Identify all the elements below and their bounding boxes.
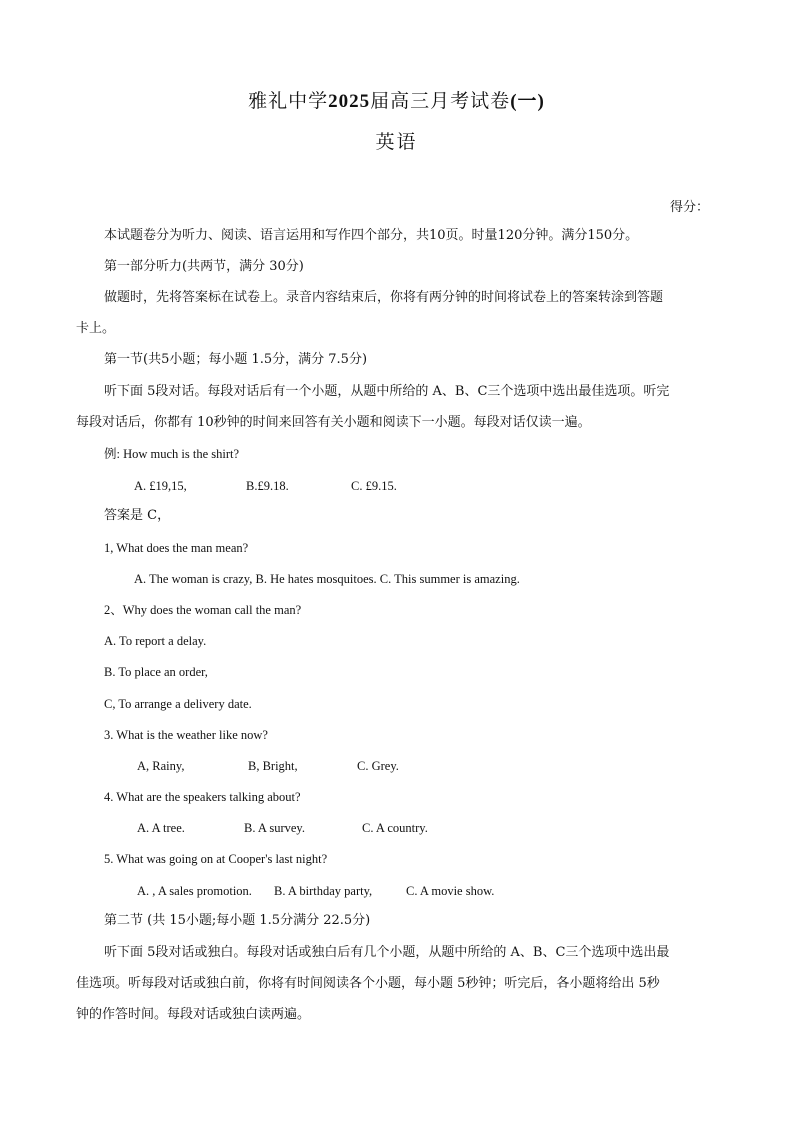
- intro-text: 本试题卷分为听力、阅读、语言运用和写作四个部分，共10页。时量120分钟。满分150分。: [104, 228, 639, 243]
- part1-heading: 第一部分听力(共两节，满分 30分): [104, 259, 304, 274]
- question-3: 3. What is the weather like now?: [104, 728, 268, 742]
- question-3-option-b: B, Bright,: [248, 759, 298, 773]
- question-5-option-a: A. , A sales promotion.: [137, 884, 252, 898]
- score-label: 得分：: [669, 200, 709, 215]
- question-2-option-c: C, To arrange a delivery date.: [104, 697, 252, 711]
- part1-instruction-line2: 卡上。: [76, 321, 116, 336]
- question-2-option-b: B. To place an order,: [104, 665, 208, 679]
- example-answer: 答案是 C，: [104, 508, 171, 523]
- section1-instruction-line2: 每段对话后，你都有 10秒钟的时间来回答有关小题和阅读下一小题。每段对话仅读一遍。: [76, 415, 591, 430]
- question-5: 5. What was going on at Cooper's last night?: [104, 852, 328, 866]
- question-2-option-a: A. To report a delay.: [104, 634, 207, 648]
- example-option-b: B.£9.18.: [246, 479, 289, 493]
- section1-heading: 第一节(共5小题；每小题 1.5分，满分 7.5分): [104, 352, 368, 367]
- question-2: 2、Why does the woman call the man?: [104, 603, 302, 617]
- title-number: (一): [510, 91, 545, 112]
- section2-instruction: [76, 937, 718, 1030]
- section2-instruction-line1: 听下面 5段对话或独白。每段对话或独白后有几个小题，从题中所给的 A、B、C三个选项中选出最: [104, 945, 670, 960]
- question-3-option-c: C. Grey.: [357, 759, 399, 773]
- question-1: 1, What does the man mean?: [104, 541, 249, 555]
- section2-heading: 第二节 (共 15小题;每小题 1.5分满分 22.5分): [104, 913, 371, 928]
- title-school: 雅礼中学: [248, 90, 329, 112]
- section1-instruction-line1: 听下面 5段对话。每段对话后有一个小题，从题中所给的 A、B、C三个选项中选出最佳选项。听完: [104, 384, 670, 399]
- question-4-option-a: A. A tree.: [137, 821, 185, 835]
- question-3-option-a: A, Rainy,: [137, 759, 185, 773]
- question-1-options: A. The woman is crazy, B. He hates mosquitoes. C. This summer is amazing.: [134, 572, 520, 586]
- exam-title: [0, 86, 793, 113]
- question-4-option-b: B. A survey.: [244, 821, 305, 835]
- section2-instruction-line2: 佳选项。听每段对话或独白前，你将有时间阅读各个小题，每小题 5秒钟；听完后，各小题将给出 5秒: [76, 976, 660, 991]
- example-question: 例: How much is the shirt?: [104, 447, 240, 461]
- question-5-option-c: C. A movie show.: [406, 884, 495, 898]
- section2-instruction-line3: 钟的作答时间。每段对话或独白读两遍。: [76, 1007, 311, 1022]
- part1-instruction-line1: 做题时，先将答案标在试卷上。录音内容结束后，你将有两分钟的时间将试卷上的答案转涂到答题: [104, 290, 664, 305]
- exam-subject: 英语: [375, 131, 418, 153]
- question-4-option-c: C. A country.: [362, 821, 428, 835]
- question-5-option-b: B. A birthday party,: [274, 884, 373, 898]
- part1-instruction: [76, 282, 718, 344]
- example-option-c: C. £9.15.: [351, 479, 397, 493]
- title-year: 2025: [328, 91, 371, 112]
- section1-instruction: [76, 376, 718, 438]
- question-4: 4. What are the speakers talking about?: [104, 790, 301, 804]
- title-exam: 届高三月考试卷: [370, 90, 511, 112]
- example-option-a: A. £19,15,: [134, 479, 187, 493]
